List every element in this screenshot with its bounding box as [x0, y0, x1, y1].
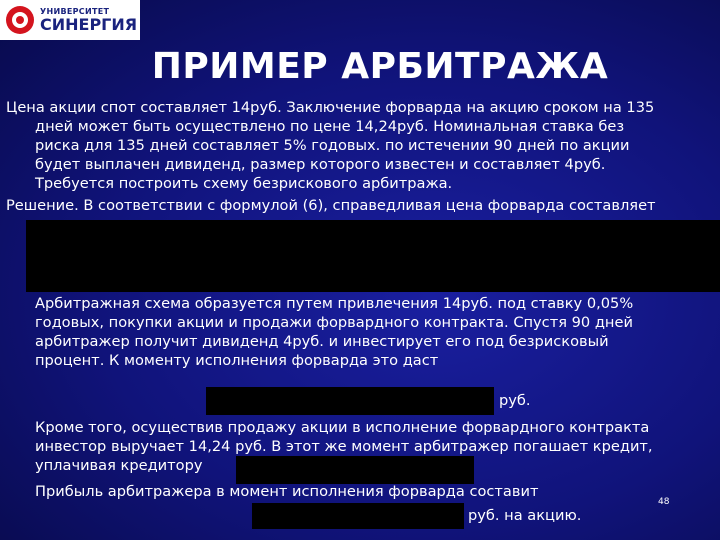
problem-line: Цена акции спот составляет 14руб. Заключение форварда на акцию сроком на 135: [6, 99, 655, 116]
logo-top-line: УНИВЕРСИТЕТ: [40, 6, 110, 16]
scheme-line: Арбитражная схема образуется путем привлечения 14руб. под ставку 0,05%: [35, 295, 634, 312]
redacted-repayment: [236, 456, 474, 484]
dividend-result-unit: руб.: [499, 392, 531, 409]
scheme-line: годовых, покупки акции и продажи форвардного контракта. Спустя 90 дней: [35, 314, 633, 331]
solution-intro: Решение. В соответствии с формулой (6), справедливая цена форварда составляет: [6, 197, 656, 214]
sale-line: Кроме того, осуществив продажу акции в исполнение форвардного контракта: [35, 419, 650, 436]
sale-line: инвестор выручает 14,24 руб. В этот же момент арбитражер погашает кредит,: [35, 438, 653, 455]
problem-line: риска для 135 дней составляет 5% годовых. по истечении 90 дней по акции: [35, 137, 630, 154]
logo-name: СИНЕРГИЯ: [40, 14, 138, 34]
redacted-formula: [26, 220, 720, 292]
scheme-line: процент. К моменту исполнения форварда это даст: [35, 352, 439, 369]
synergy-logo-icon: [6, 6, 34, 34]
problem-line: дней может быть осуществлено по цене 14,24руб. Номинальная ставка без: [35, 118, 625, 135]
page-number: 48: [658, 497, 670, 507]
redacted-dividend-result: [206, 387, 494, 415]
problem-line: будет выплачен дивиденд, размер которого известен и составляет 4руб.: [35, 156, 606, 173]
slide-title: ПРИМЕР АРБИТРАЖА: [151, 46, 609, 87]
profit-line: Прибыль арбитражера в момент исполнения форварда составит: [35, 483, 539, 500]
profit-unit: руб. на акцию.: [468, 507, 582, 524]
redacted-profit: [252, 503, 464, 529]
problem-line: Требуется построить схему безрискового арбитража.: [35, 175, 453, 192]
sale-line: уплачивая кредитору: [35, 457, 203, 474]
university-logo: [0, 0, 140, 40]
scheme-line: арбитражер получит дивиденд 4руб. и инвестирует его под безрисковый: [35, 333, 609, 350]
